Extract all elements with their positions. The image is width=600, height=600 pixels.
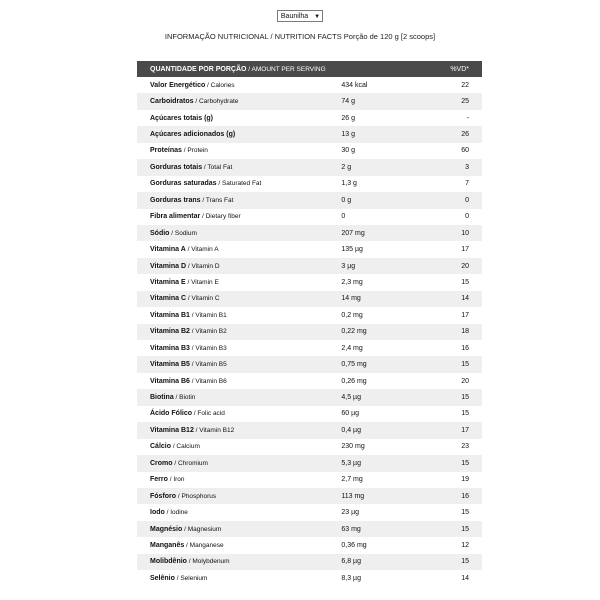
nutrient-name-pt: Manganês [150,541,185,549]
nutrient-name [137,472,341,488]
nutrient-name-pt: Vitamina B3 [150,344,190,352]
nutrient-name [137,209,341,225]
nutrient-name [137,258,341,274]
nutrient-amount: 434 kcal [341,77,450,93]
nutrient-daily-value: 26 [450,126,482,142]
table-row [137,274,482,290]
nutrient-amount: 0,22 mg [341,324,450,340]
table-row [137,488,482,504]
nutrient-amount: 26 g [341,110,450,126]
nutrient-name [137,488,341,504]
nutrient-daily-value: 60 [450,143,482,159]
nutrient-name-en: / Selenium [174,574,208,582]
nutrient-name [137,77,341,93]
nutrient-amount: 4,5 µg [341,389,450,405]
nutrient-name-pt: Magnésio [150,525,183,533]
nutrient-amount: 5,3 µg [341,455,450,471]
nutrient-daily-value: 15 [450,389,482,405]
nutrient-daily-value: 18 [450,324,482,340]
nutrient-name-pt: Cálcio [150,443,172,451]
nutrient-name-pt: Gorduras trans [150,196,201,204]
nutrient-name-en: / Vitamin B5 [189,361,227,369]
nutrient-name-pt: Vitamina B12 [150,426,194,434]
nutrient-name-pt: Molibdênio [150,558,187,566]
nutrient-name-en: / Manganese [184,541,224,549]
nutrient-daily-value: 17 [450,307,482,323]
nutrient-daily-value: 15 [450,455,482,471]
nutrient-amount: 1,3 g [341,176,450,192]
nutrient-amount: 13 g [341,126,450,142]
nutrient-daily-value: 19 [450,472,482,488]
nutrient-daily-value: 22 [450,77,482,93]
nutrient-name-pt: Ácido Fólico [150,410,192,418]
nutrient-daily-value: 15 [450,274,482,290]
nutrient-amount: 23 µg [341,504,450,520]
table-row [137,143,482,159]
nutrient-daily-value: 7 [450,176,482,192]
nutrient-name [137,291,341,307]
nutrient-name-en: / Saturated Fat [216,180,262,188]
nutrient-daily-value: 10 [450,225,482,241]
nutrient-name [137,455,341,471]
header-amount-per-serving: QUANTIDADE POR PORÇÃO / AMOUNT PER SERVING [137,61,341,77]
nutrient-name-pt: Vitamina B6 [150,377,190,385]
nutrition-table-body [137,77,482,587]
nutrient-name-en: / Trans Fat [200,196,234,204]
table-row [137,439,482,455]
table-row [137,406,482,422]
nutrient-name-en: / Vitamin B1 [189,311,227,319]
nutrient-name [137,159,341,175]
table-row [137,356,482,372]
nutrient-amount: 135 µg [341,241,450,257]
nutrient-name-en: / Vitamin D [186,262,220,270]
table-header-row [137,61,482,77]
nutrient-amount: 0,75 mg [341,356,450,372]
nutrient-amount: 2,4 mg [341,340,450,356]
nutrient-name-pt: Vitamina B2 [150,328,190,336]
nutrient-daily-value: 25 [450,93,482,109]
nutrient-name-pt: Fibra alimentar [150,213,201,221]
nutrient-name-pt: Selênio [150,574,175,582]
nutrient-name-pt: Vitamina E [150,278,186,286]
nutrient-name-en: / Total Fat [202,163,233,171]
table-row [137,225,482,241]
nutrient-amount: 2,7 mg [341,472,450,488]
nutrient-name-pt: Proteínas [150,147,182,155]
nutrient-name [137,307,341,323]
nutrient-name [137,570,341,586]
nutrient-daily-value: 14 [450,291,482,307]
table-row [137,126,482,142]
nutrient-name [137,356,341,372]
nutrient-amount: 74 g [341,93,450,109]
nutrient-daily-value: 17 [450,422,482,438]
nutrient-name-pt: Sódio [150,229,170,237]
nutrient-name-en: / Carbohydrate [193,98,239,106]
nutrient-name-pt: Vitamina A [150,246,186,254]
nutrient-daily-value: 14 [450,570,482,586]
table-row [137,110,482,126]
nutrient-amount: 0,36 mg [341,537,450,553]
nutrient-daily-value: 20 [450,258,482,274]
nutrient-name [137,241,341,257]
nutrient-name-en: / Vitamin C [186,295,220,303]
nutrient-name-en: / Folic acid [192,410,225,418]
table-row [137,258,482,274]
nutrient-name [137,389,341,405]
table-row [137,455,482,471]
nutrient-daily-value: 3 [450,159,482,175]
nutrition-facts-title: INFORMAÇÃO NUTRICIONAL / NUTRITION FACTS Porção de 120 g [2 scoops] [164,32,436,41]
nutrient-name [137,324,341,340]
nutrient-name-pt: Vitamina B5 [150,361,190,369]
table-row [137,77,482,93]
nutrient-name-en: / Biotin [173,394,196,402]
nutrient-daily-value: 15 [450,504,482,520]
nutrient-amount: 0,2 mg [341,307,450,323]
nutrient-name-pt: Fósforo [150,492,177,500]
table-row [137,373,482,389]
nutrient-name-pt: Vitamina B1 [150,311,190,319]
nutrient-amount: 30 g [341,143,450,159]
nutrient-daily-value: 16 [450,488,482,504]
table-row [137,340,482,356]
nutrient-daily-value: 15 [450,356,482,372]
nutrient-daily-value: 20 [450,373,482,389]
nutrient-name-en: / Vitamin B2 [189,328,227,336]
nutrient-name [137,406,341,422]
nutrient-name [137,143,341,159]
flavor-select-wrapper [0,5,600,23]
nutrient-name-en: / Calcium [171,443,200,451]
flavor-select-value: Baunilha [280,13,309,20]
nutrient-amount: 6,8 µg [341,554,450,570]
nutrient-daily-value: 15 [450,406,482,422]
nutrient-name [137,110,341,126]
table-row [137,537,482,553]
table-row [137,504,482,520]
table-row [137,554,482,570]
table-row [137,93,482,109]
nutrient-daily-value: 12 [450,537,482,553]
nutrient-name-pt: Açúcares totais (g) [150,114,214,122]
table-row [137,241,482,257]
nutrient-name-en: / Vitamin B6 [189,377,227,385]
nutrient-name [137,439,341,455]
nutrient-name-en: / Phosphorus [176,492,217,500]
nutrient-amount: 0 g [341,192,450,208]
nutrient-name-en: / Molybdenum [186,558,230,566]
nutrient-amount: 8,3 µg [341,570,450,586]
nutrient-amount: 14 mg [341,291,450,307]
nutrient-amount: 60 µg [341,406,450,422]
nutrient-name [137,554,341,570]
nutrient-amount: 0,26 mg [341,373,450,389]
nutrient-name-en: / Vitamin A [185,246,219,254]
nutrient-name-en: / Iron [167,476,185,484]
nutrient-name [137,504,341,520]
nutrient-name-pt: Iodo [150,509,165,517]
nutrient-name-pt: Gorduras saturadas [150,180,217,188]
nutrient-amount: 207 mg [341,225,450,241]
nutrient-name-pt: Ferro [150,476,168,484]
nutrient-daily-value: - [450,110,482,126]
nutrient-name-pt: Gorduras totais [150,163,203,171]
table-row [137,422,482,438]
nutrient-name-en: / Protein [181,147,208,155]
nutrient-name [137,126,341,142]
table-row [137,176,482,192]
nutrient-name-pt: Açúcares adicionados (g) [150,131,236,139]
nutrient-daily-value: 15 [450,521,482,537]
nutrient-name [137,340,341,356]
nutrient-amount: 113 mg [341,488,450,504]
nutrient-daily-value: 0 [450,209,482,225]
nutrient-name-pt: Cromo [150,459,173,467]
nutrient-amount: 3 µg [341,258,450,274]
nutrient-name-pt: Vitamina C [150,295,187,303]
chevron-down-icon: ▼ [314,14,321,20]
nutrient-daily-value: 16 [450,340,482,356]
nutrient-daily-value: 17 [450,241,482,257]
nutrient-name [137,422,341,438]
nutrient-name [137,192,341,208]
table-row [137,389,482,405]
nutrition-table [137,61,482,587]
nutrient-name-en: / Vitamin B3 [189,344,227,352]
table-row [137,521,482,537]
nutrient-name [137,373,341,389]
nutrient-name-en: / Vitamin E [185,278,219,286]
nutrient-amount: 0 [341,209,450,225]
flavor-select[interactable] [277,10,323,22]
table-row [137,159,482,175]
nutrient-amount: 63 mg [341,521,450,537]
nutrient-name-en: / Dietary fiber [200,213,241,221]
nutrient-name-pt: Valor Energético [150,81,206,89]
nutrient-name-pt: Carboidratos [150,98,194,106]
table-row [137,209,482,225]
table-row [137,291,482,307]
nutrient-name-en: / Chromium [172,459,208,467]
nutrient-amount: 0,4 µg [341,422,450,438]
nutrient-daily-value: 0 [450,192,482,208]
nutrient-name-en: / Magnesium [182,525,222,533]
nutrient-name-en: / Vitamin B12 [193,426,235,434]
header-spacer [341,61,450,77]
nutrient-daily-value: 15 [450,554,482,570]
nutrient-name [137,93,341,109]
nutrient-amount: 2,3 mg [341,274,450,290]
table-row [137,307,482,323]
nutrient-name-en: / Sodium [169,229,197,237]
nutrient-name [137,274,341,290]
table-row [137,192,482,208]
table-row [137,472,482,488]
nutrient-amount: 230 mg [341,439,450,455]
table-row [137,324,482,340]
nutrient-daily-value: 23 [450,439,482,455]
nutrient-name-en: / Calories [205,81,235,89]
nutrient-name-pt: Biotina [150,394,174,402]
header-daily-value: %VD* [450,61,482,77]
nutrient-name-en: / Iodine [164,509,188,517]
nutrient-name [137,537,341,553]
nutrient-name-pt: Vitamina D [150,262,187,270]
table-row [137,570,482,586]
nutrient-name [137,225,341,241]
nutrient-amount: 2 g [341,159,450,175]
nutrient-name [137,176,341,192]
nutrient-name [137,521,341,537]
